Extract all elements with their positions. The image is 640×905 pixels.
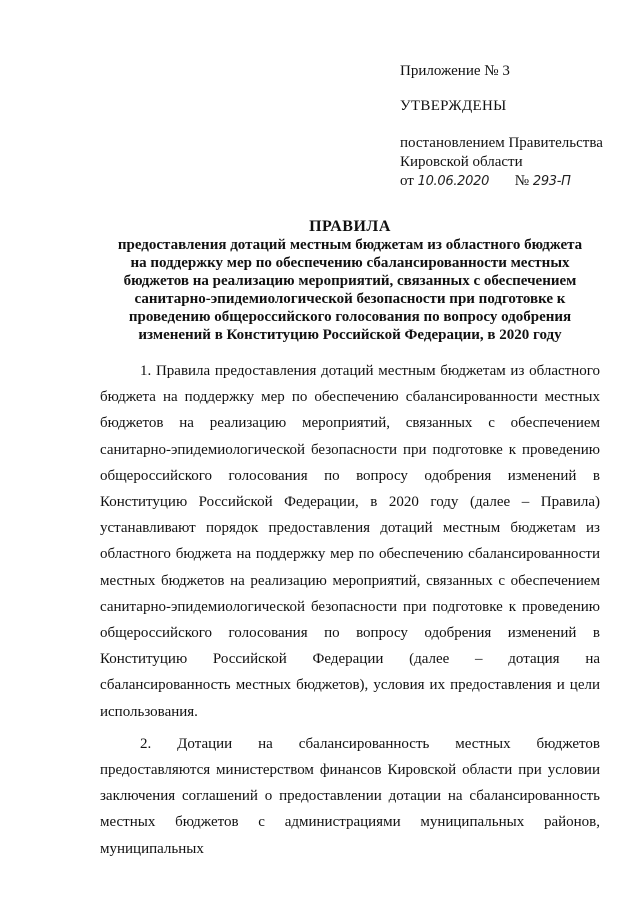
decree-line-1: постановлением Правительства [400, 135, 603, 151]
subtitle-line: проведению общероссийского голосования по вопросу одобрения [128, 309, 572, 325]
decree-date-line [400, 172, 630, 191]
handwritten-number: 293-П [532, 174, 571, 189]
approved-label: УТВЕРЖДЕНЫ [400, 98, 507, 114]
paragraph-1: 1. Правила предоставления дотаций местным бюджетам из областного бюджета на поддержку мер по обеспечению сбалансированности местных бюджетов на реализацию мероприятий, связанных с обеспечением санитарно-эпидемиологической безопасности при подготовке к проведению общероссийского голосования по вопросу одобрения изменений в Конституцию Российской Федерации, в 2020 году (далее – Правила) устанавливают порядок предоставления дотаций местным бюджетам из областного бюджета на поддержку мер по обеспечению сбалансированности местных бюджетов на реализацию мероприятий, связанных с обеспечением санитарно-эпидемиологической безопасности при подготовке к проведению общероссийского голосования по вопросу одобрения изменений в Конституцию Российской Федерации (далее – дотация на сбалансированность местных бюджетов), условия их предоставления и цели использования. [100, 363, 600, 720]
appendix-label: Приложение № 3 [400, 63, 510, 79]
document-title: ПРАВИЛА [309, 218, 391, 235]
paragraph-2: 2. Дотации на сбалансированность местных бюджетов предоставляются министерством финансов Кировской области при условии заключения соглашений о предоставлении дотации на сбалансированность местных бюджетов с администрациями муниципальных районов, муниципальных [100, 735, 600, 857]
date-prefix: от [400, 173, 414, 189]
decree-line-2: Кировской области [400, 154, 523, 170]
subtitle-line: изменений в Конституцию Российской Федерации, в 2020 году [138, 327, 562, 343]
subtitle-line: санитарно-эпидемиологической безопасности при подготовке к [134, 291, 566, 307]
approval-stamp-block [400, 62, 630, 191]
subtitle-line: на поддержку мер по обеспечению сбалансированности местных [130, 255, 570, 271]
document-body [100, 358, 600, 862]
subtitle-line: предоставления дотаций местным бюджетам из областного бюджета [117, 237, 583, 253]
number-prefix: № [514, 173, 530, 189]
document-title-block [100, 218, 600, 344]
handwritten-date: 10.06.2020 [417, 174, 490, 189]
subtitle-line: бюджетов на реализацию мероприятий, связанных с обеспечением [123, 273, 577, 289]
